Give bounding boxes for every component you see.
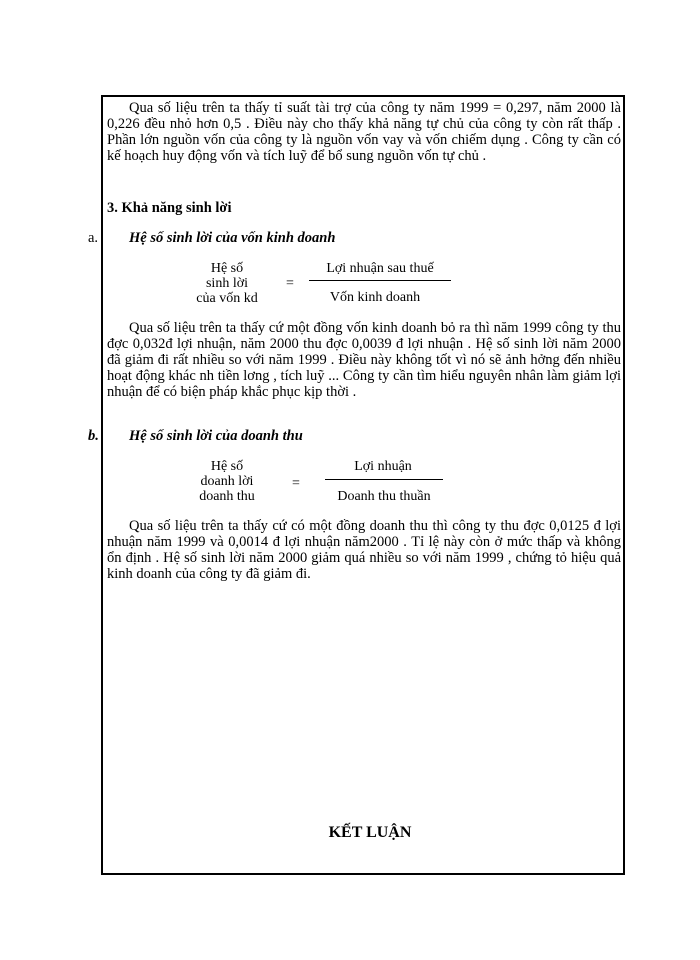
formula-a-left-line1: Hệ số — [210, 261, 244, 276]
paragraph-revenue-profitability: Qua số liệu trên ta thấy cứ có một đồng doanh thu thì công ty thu đợc 0,0125 đ lợi nhuận năm 1999 và 0,0014 đ lợi nhuận năm2000 . Tỉ lệ này còn ở mức thấp và không ổn định . Hệ số sinh lời năm 2000 giảm quá nhiều so với năm 1999 , chứng tỏ hiệu quả kinh doanh của công ty đã giảm đi. — [107, 518, 621, 582]
formula-a-denominator: Vốn kinh doanh — [329, 290, 421, 305]
formula-b-left — [182, 459, 272, 504]
section-b-title: Hệ số sinh lời của doanh thu — [129, 428, 303, 444]
formula-b-equals: = — [292, 476, 300, 491]
formula-a-numerator: Lợi nhuận sau thuế — [326, 261, 434, 276]
paragraph-capital-profitability: Qua số liệu trên ta thấy cứ một đồng vốn kinh doanh bỏ ra thì năm 1999 công ty thu đợc 0,032đ lợi nhuận, năm 2000 thu đợc 0,0039 đ lợi nhuận . Hệ số sinh lời năm 2000 đã giảm đi rất nhiều so với năm 1999 . Điều này không tốt vì nó sẽ ảnh hởng đến nhiều hoạt động khác nh tiền lơng , tích luỹ ... Công ty cần tìm hiểu nguyên nhân làm giảm lợi nhuận để có biện pháp khắc phục kịp thời . — [107, 320, 621, 400]
formula-b-denominator: Doanh thu thuần — [337, 489, 431, 504]
formula-b-left-line1: Hệ số — [210, 459, 244, 474]
formula-b-left-line3: doanh thu — [199, 489, 255, 504]
section-heading-profitability: 3. Khả năng sinh lời — [107, 200, 232, 216]
section-b-marker: b. — [88, 428, 99, 444]
formula-a-equals: = — [286, 276, 294, 291]
formula-a-left-line3: của vốn kd — [196, 291, 258, 306]
formula-a-fraction-bar — [309, 280, 451, 281]
paragraph-funding-ratio: Qua số liệu trên ta thấy tỉ suất tài trợ của công ty năm 1999 = 0,297, năm 2000 là 0,226 đều nhỏ hơn 0,5 . Điều này cho thấy khả năng tự chủ của công ty còn rất thấp . Phần lớn nguồn vốn của công ty là nguồn vốn vay và vốn chiếm dụng . Công ty cần có kế hoạch huy động vốn và tích luỹ để bổ sung nguồn vốn tự chủ . — [107, 100, 621, 164]
formula-a-left — [182, 261, 272, 306]
formula-b-left-line2: doanh lời — [200, 474, 254, 489]
conclusion-title: KẾT LUẬN — [328, 824, 412, 841]
formula-b-fraction-bar — [325, 479, 443, 480]
section-a-title: Hệ số sinh lời của vốn kinh doanh — [129, 230, 336, 246]
section-a-marker: a. — [88, 230, 99, 246]
formula-a-left-line2: sinh lời — [205, 276, 249, 291]
formula-b-numerator: Lợi nhuận — [354, 459, 412, 474]
